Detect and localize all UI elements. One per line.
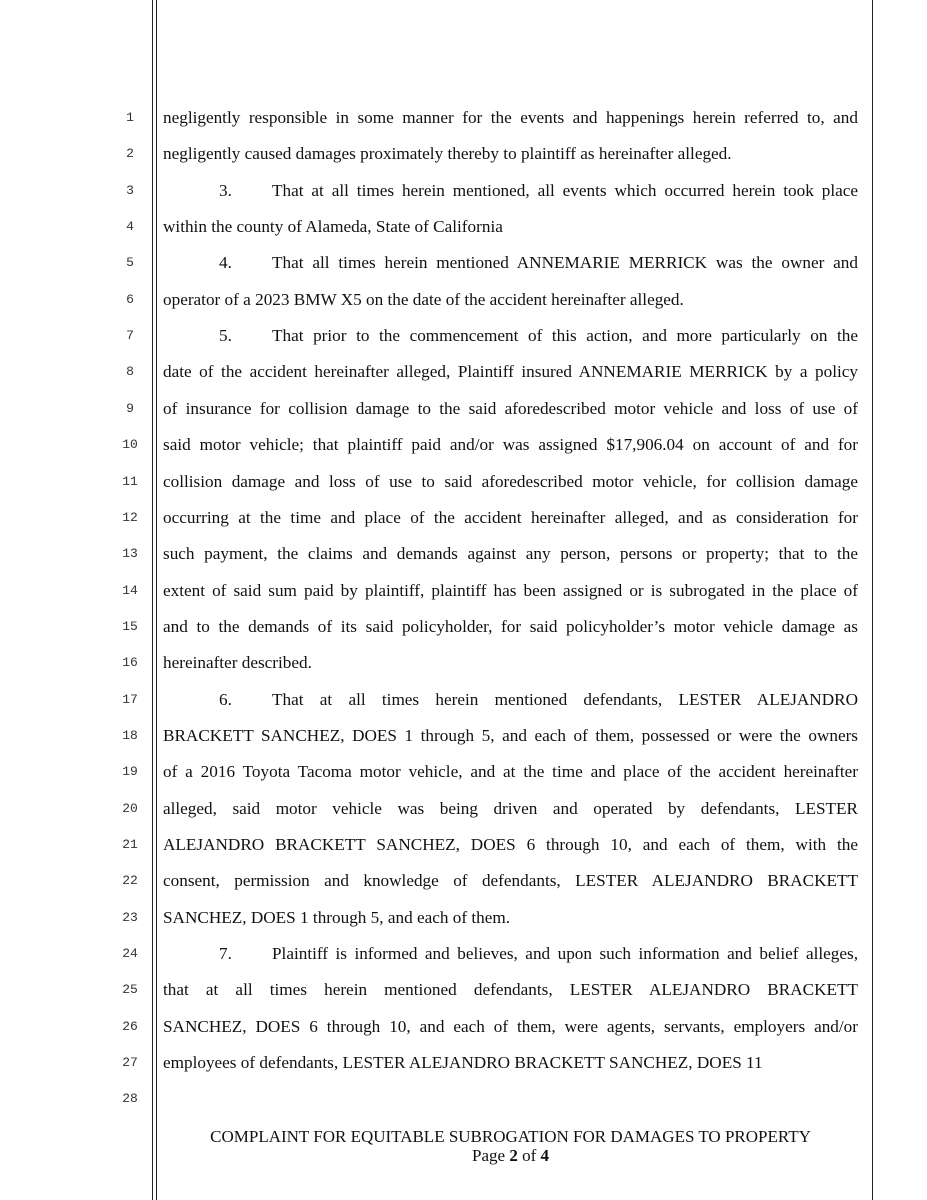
text-line: ALEJANDRO BRACKETT SANCHEZ, DOES 6 through 10, and each of them, with the — [163, 835, 858, 854]
page-total: 4 — [540, 1146, 549, 1165]
paragraph-number: 3. — [219, 180, 232, 200]
text-line: negligently caused damages proximately thereby to plaintiff as hereinafter alleged. — [163, 144, 732, 164]
text-line: hereinafter described. — [163, 653, 312, 673]
paragraph-number: 7. — [219, 944, 232, 964]
left-margin-rule-2 — [156, 0, 157, 1200]
line-number: 19 — [122, 764, 138, 780]
text-line — [163, 253, 858, 273]
text-line: of insurance for collision damage to the said aforedescribed motor vehicle and loss of use of — [163, 398, 858, 418]
text-line: said motor vehicle; that plaintiff paid and/or was assigned $17,906.04 on account of and for — [163, 435, 858, 455]
text-line: BRACKETT SANCHEZ, DOES 1 through 5, and each of them, possessed or were the owners — [163, 725, 858, 745]
text-line: alleged, said motor vehicle was being driven and operated by defendants, LESTER — [163, 798, 858, 818]
text-line: occurring at the time and place of the accident hereinafter alleged, and as consideration for — [163, 507, 858, 527]
text-line: that at all times herein mentioned defendants, LESTER ALEJANDRO BRACKETT — [163, 980, 858, 1000]
line-number: 12 — [122, 509, 138, 525]
line-number: 18 — [122, 727, 138, 743]
text-line: extent of said sum paid by plaintiff, plaintiff has been assigned or is subrogated in the place of — [163, 580, 858, 600]
line-number: 2 — [126, 146, 134, 162]
text-line: of a 2016 Toyota Tacoma motor vehicle, and at the time and place of the accident hereinafter — [163, 762, 858, 782]
footer-title: COMPLAINT FOR EQUITABLE SUBROGATION FOR DAMAGES TO PROPERTY — [210, 1127, 811, 1146]
left-margin-rule-1 — [152, 0, 153, 1200]
text-line — [163, 326, 858, 346]
text-line: date of the accident hereinafter alleged, Plaintiff insured ANNEMARIE MERRICK by a policy — [163, 362, 858, 382]
paragraph-number: 5. — [219, 326, 232, 346]
page-indicator — [163, 1146, 858, 1165]
text-line: SANCHEZ, DOES 6 through 10, and each of them, were agents, servants, employers and/or — [163, 1016, 858, 1036]
line-number: 4 — [126, 219, 134, 235]
line-number: 22 — [122, 873, 138, 889]
line-number: 13 — [122, 546, 138, 562]
text-line: operator of a 2023 BMW X5 on the date of the accident hereinafter alleged. — [163, 289, 684, 309]
text-line: consent, permission and knowledge of defendants, LESTER ALEJANDRO BRACKETT — [163, 871, 858, 891]
line-number: 1 — [126, 110, 134, 125]
page-current: 2 — [509, 1146, 518, 1165]
line-number: 9 — [126, 400, 134, 416]
line-number: 16 — [122, 655, 138, 671]
line-number: 3 — [126, 182, 134, 198]
paragraph-text: That at all times herein mentioned, all events which occurred herein took place — [272, 180, 858, 200]
line-number: 28 — [122, 1091, 138, 1107]
line-number: 27 — [122, 1055, 138, 1071]
paragraph-number: 4. — [219, 253, 232, 273]
text-line: and to the demands of its said policyholder, for said policyholder’s motor vehicle damage as — [163, 616, 858, 636]
line-number: 10 — [122, 437, 138, 453]
line-number: 24 — [122, 946, 138, 962]
text-line — [163, 690, 858, 710]
paragraph-text: That prior to the commencement of this action, and more particularly on the — [272, 326, 858, 346]
line-number: 8 — [126, 364, 134, 380]
line-number: 21 — [122, 837, 138, 852]
paragraph-number: 6. — [219, 689, 232, 709]
paragraph-text: Plaintiff is informed and believes, and upon such information and belief alleges, — [272, 944, 858, 964]
text-line: SANCHEZ, DOES 1 through 5, and each of them. — [163, 907, 511, 927]
line-number: 7 — [126, 328, 134, 344]
text-line — [163, 181, 858, 201]
line-number: 6 — [126, 291, 134, 307]
line-number: 15 — [122, 618, 138, 634]
page-prefix: Page — [472, 1146, 506, 1165]
line-number: 17 — [122, 691, 138, 707]
text-line: employees of defendants, LESTER ALEJANDRO BRACKETT SANCHEZ, DOES 11 — [163, 1053, 763, 1073]
line-number: 5 — [126, 255, 134, 271]
line-number: 14 — [122, 582, 138, 598]
text-line: such payment, the claims and demands against any person, persons or property; that to the — [163, 544, 858, 564]
text-line: collision damage and loss of use to said aforedescribed motor vehicle, for collision damage — [163, 471, 858, 491]
right-margin-rule — [872, 0, 873, 1200]
line-number: 11 — [122, 473, 138, 489]
footer — [163, 1127, 858, 1165]
paragraph-text: That all times herein mentioned ANNEMARIE MERRICK was the owner and — [272, 253, 858, 273]
line-number: 23 — [122, 909, 138, 925]
paragraph-text: That at all times herein mentioned defendants, LESTER ALEJANDRO — [272, 689, 858, 709]
line-number: 25 — [122, 982, 138, 998]
text-line: within the county of Alameda, State of California — [163, 217, 503, 237]
line-number: 26 — [122, 1018, 138, 1034]
page-of: of — [522, 1146, 537, 1165]
text-line: negligently responsible in some manner for the events and happenings herein referred to, and — [163, 108, 858, 127]
line-number: 20 — [122, 800, 138, 816]
text-line — [163, 944, 858, 964]
